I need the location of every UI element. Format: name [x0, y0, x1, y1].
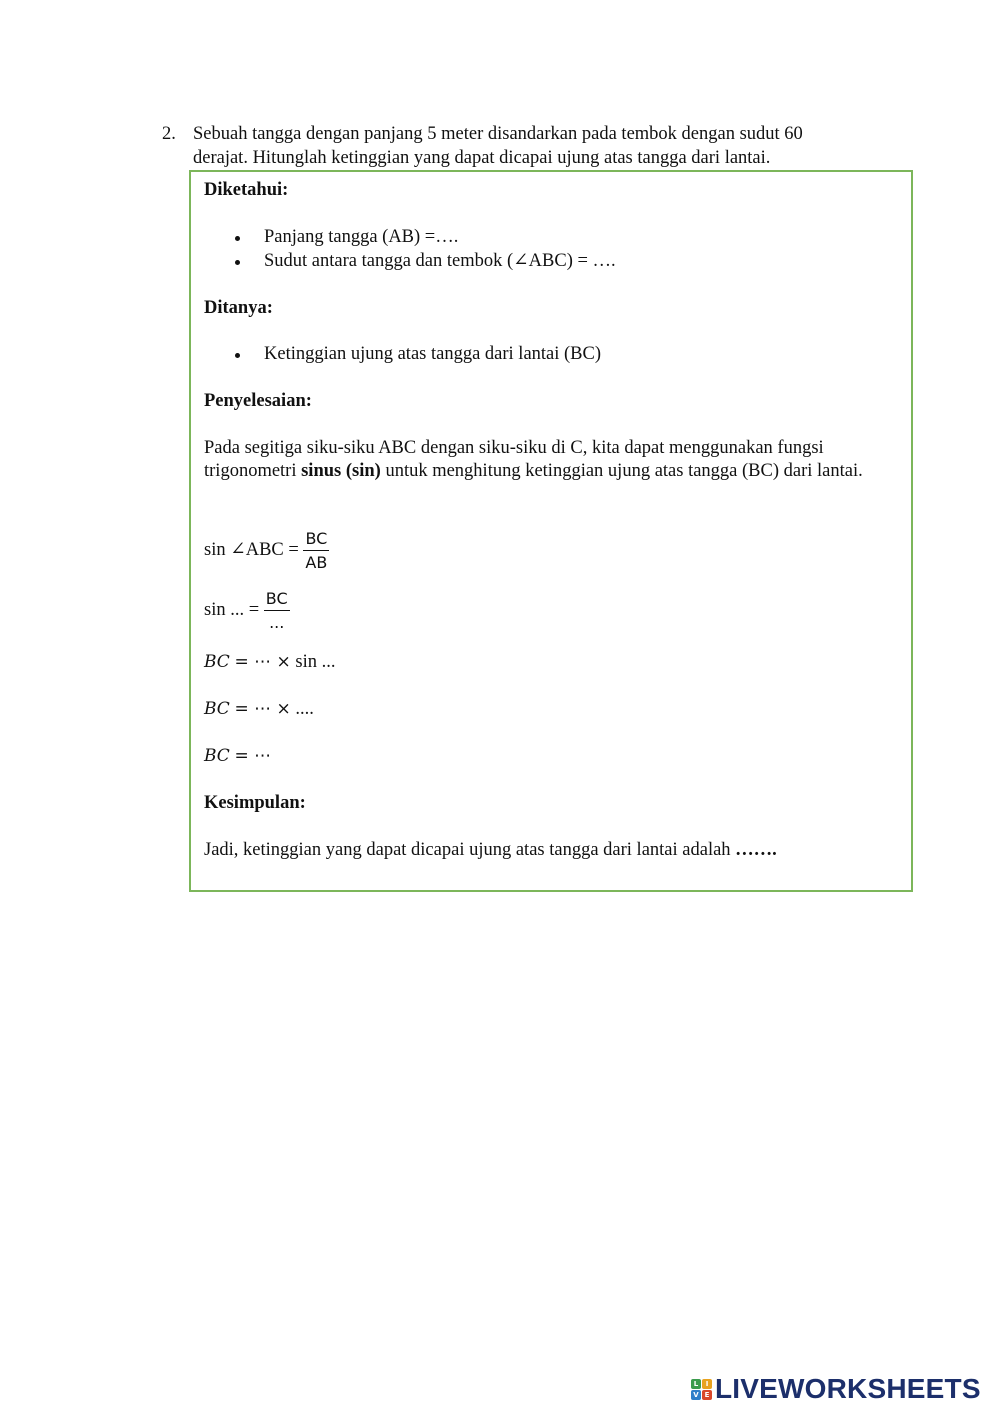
equation-2	[204, 587, 290, 633]
logo-badge-icon	[691, 1379, 712, 1400]
diketahui-item-1: Panjang tangga (AB) =….	[264, 227, 459, 247]
eq4-tail: ....	[295, 699, 314, 719]
question-number: 2.	[162, 124, 176, 144]
eq1-numerator: BC	[303, 529, 329, 551]
eq2-numerator: BC	[264, 589, 290, 611]
kesimpulan-heading: Kesimpulan:	[204, 793, 306, 813]
equation-4	[204, 698, 314, 721]
equation-5	[204, 745, 271, 768]
eq2-left: sin ... =	[204, 600, 260, 620]
logo-text: LIVEWORKSHEETS	[715, 1373, 981, 1404]
eq1-left: sin ∠ABC =	[204, 540, 299, 560]
eq2-denominator: ...	[269, 612, 285, 632]
eq3-variable: BC	[204, 652, 230, 672]
bullet-icon	[235, 236, 240, 241]
logo-badge-cell: I	[702, 1379, 712, 1389]
eq4-operator: = ⋯ ×	[234, 699, 291, 719]
eq3-tail: sin ...	[295, 652, 336, 672]
eq5-variable: BC	[204, 746, 230, 766]
penyelesaian-heading: Penyelesaian:	[204, 391, 312, 411]
eq5-operator: = ⋯	[234, 746, 272, 766]
logo-badge-cell: L	[691, 1379, 701, 1389]
kesimpulan-blank: …….	[735, 840, 777, 860]
ditanya-item-1: Ketinggian ujung atas tangga dari lantai (BC)	[264, 344, 602, 364]
liveworksheets-logo	[691, 1374, 981, 1404]
logo-badge-cell: E	[702, 1390, 712, 1400]
eq1-fraction	[303, 529, 329, 573]
eq1-denominator: AB	[305, 552, 328, 572]
para-text-bold: sinus (sin)	[301, 461, 381, 481]
equation-3	[204, 651, 335, 674]
eq3-operator: = ⋯ ×	[234, 652, 291, 672]
diketahui-item-2: Sudut antara tangga dan tembok (∠ABC) = ….	[264, 251, 616, 271]
question-line-1: Sebuah tangga dengan panjang 5 meter disandarkan pada tembok dengan sudut 60	[193, 124, 803, 144]
penyelesaian-paragraph	[204, 437, 894, 483]
bullet-icon	[235, 260, 240, 265]
equation-1	[204, 527, 329, 573]
para-text-after: untuk menghitung ketinggian ujung atas tangga (BC) dari lantai.	[380, 461, 863, 481]
kesimpulan-sentence: Jadi, ketinggian yang dapat dicapai ujung atas tangga dari lantai adalah	[204, 840, 731, 860]
eq2-fraction	[264, 589, 290, 633]
diketahui-heading: Diketahui:	[204, 180, 289, 200]
logo-badge-cell: V	[691, 1390, 701, 1400]
eq4-variable: BC	[204, 699, 230, 719]
question-line-2: derajat. Hitunglah ketinggian yang dapat dicapai ujung atas tangga dari lantai.	[193, 148, 771, 168]
question-text	[193, 122, 883, 170]
bullet-icon	[235, 353, 240, 358]
ditanya-heading: Ditanya:	[204, 298, 273, 318]
answer-box	[189, 170, 913, 892]
para-text-before: Pada segitiga siku-siku ABC dengan siku-siku di C, kita dapat menggunakan fungsi trigonometri	[204, 438, 824, 481]
kesimpulan-text	[204, 839, 777, 862]
